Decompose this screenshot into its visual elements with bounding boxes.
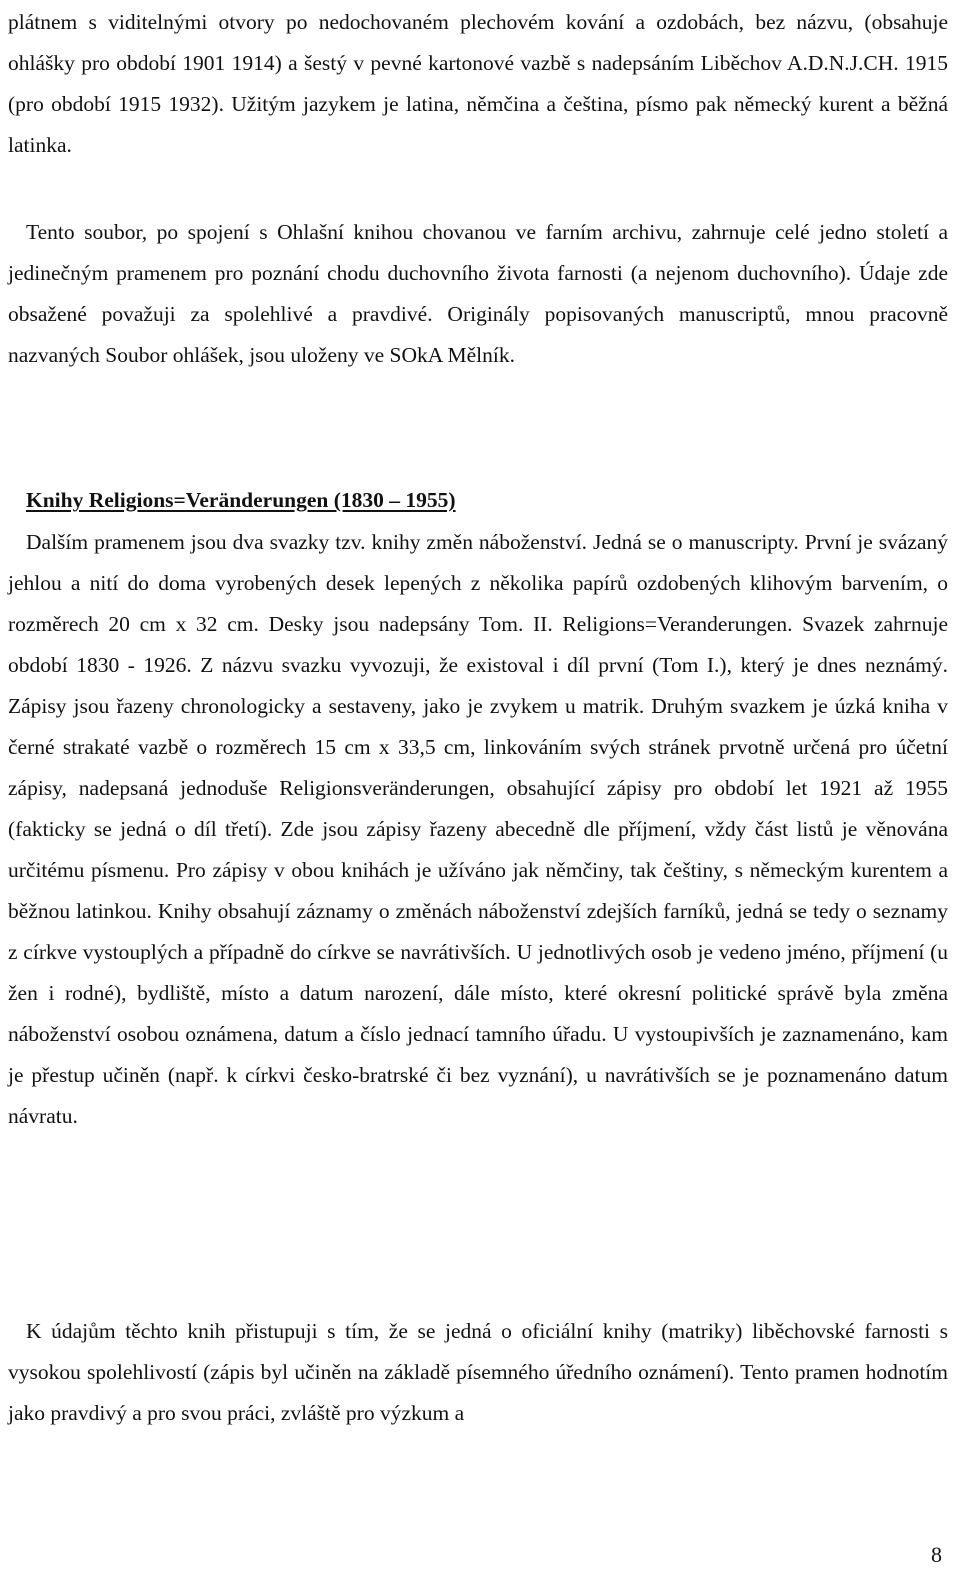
section-heading: Knihy Religions=Veränderungen (1830 – 1955)	[26, 488, 456, 512]
page-number: 8	[931, 1542, 942, 1567]
paragraph-continuation: plátnem s viditelnými otvory po nedochovaném plechovém kování a ozdobách, bez názvu, (obsahuje ohlášky pro období 1901 1914) a šestý v pevné kartonové vazbě s nadepsáním Liběchov A.D.N.J.CH. 1915 (pro období 1915 1932). Užitým jazykem je latina, němčina a čeština, písmo pak německý kurent a běžná latinka.	[8, 10, 948, 157]
paragraph-religion-books: Dalším pramenem jsou dva svazky tzv. knihy změn náboženství. Jedná se o manuscripty. První je svázaný jehlou a nití do doma vyrobených desek lepených z několika papírů ozdobených klihovým barvením, o rozměrech 20 cm x 32 cm. Desky jsou nadepsány Tom. II. Religions=Veranderungen. Svazek zahrnuje období 1830 - 1926. Z názvu svazku vyvozuji, že existoval i díl první (Tom I.), který je dnes neznámý. Zápisy jsou řazeny chronologicky a sestaveny, jako je zvykem u matrik. Druhým svazkem je úzká kniha v černé strakaté vazbě o rozměrech 15 cm x 33,5 cm, linkováním svých stránek prvotně určená pro účetní zápisy, nadepsaná jednoduše Religionsveränderungen, obsahující zápisy pro období let 1921 až 1955 (fakticky se jedná o díl třetí). Zde jsou zápisy řazeny abecedně dle příjmení, vždy část listů je věnována určitému písmenu. Pro zápisy v obou knihách je užíváno jak němčiny, tak češtiny, s německým kurentem a běžnou latinkou. Knihy obsahují záznamy o změnách náboženství zdejších farníků, jedná se tedy o seznamy z církve vystouplých a případně do církve se navrátivších. U jednotlivých osob je vedeno jméno, příjmení (u žen i rodné), bydliště, místo a datum narození, dále místo, které okresní politické správě byla změna náboženství osobou oznámena, datum a číslo jednací tamního úřadu. U vystoupivších je zaznamenáno, kam je přestup učiněn (např. k církvi česko-bratrské či bez vyznání), u navrátivších se je poznamenáno datum návratu.	[8, 530, 948, 1128]
paragraph-source-overview: Tento soubor, po spojení s Ohlašní knihou chovanou ve farním archivu, zahrnuje celé jedno století a jedinečným pramenem pro poznání chodu duchovního života farnosti (a nejenom duchovního). Údaje zde obsažené považuji za spolehlivé a pravdivé. Originály popisovaných manuscriptů, mnou pracovně nazvaných Soubor ohlášek, jsou uloženy ve SOkA Mělník.	[8, 220, 948, 367]
paragraph-reliability: K údajům těchto knih přistupuji s tím, že se jedná o oficiální knihy (matriky) liběchovské farnosti s vysokou spolehlivostí (zápis byl učiněn na základě písemného úředního oznámení). Tento pramen hodnotím jako pravdivý a pro svou práci, zvláště pro výzkum a	[8, 1319, 948, 1425]
document-page	[8, 0, 948, 1583]
